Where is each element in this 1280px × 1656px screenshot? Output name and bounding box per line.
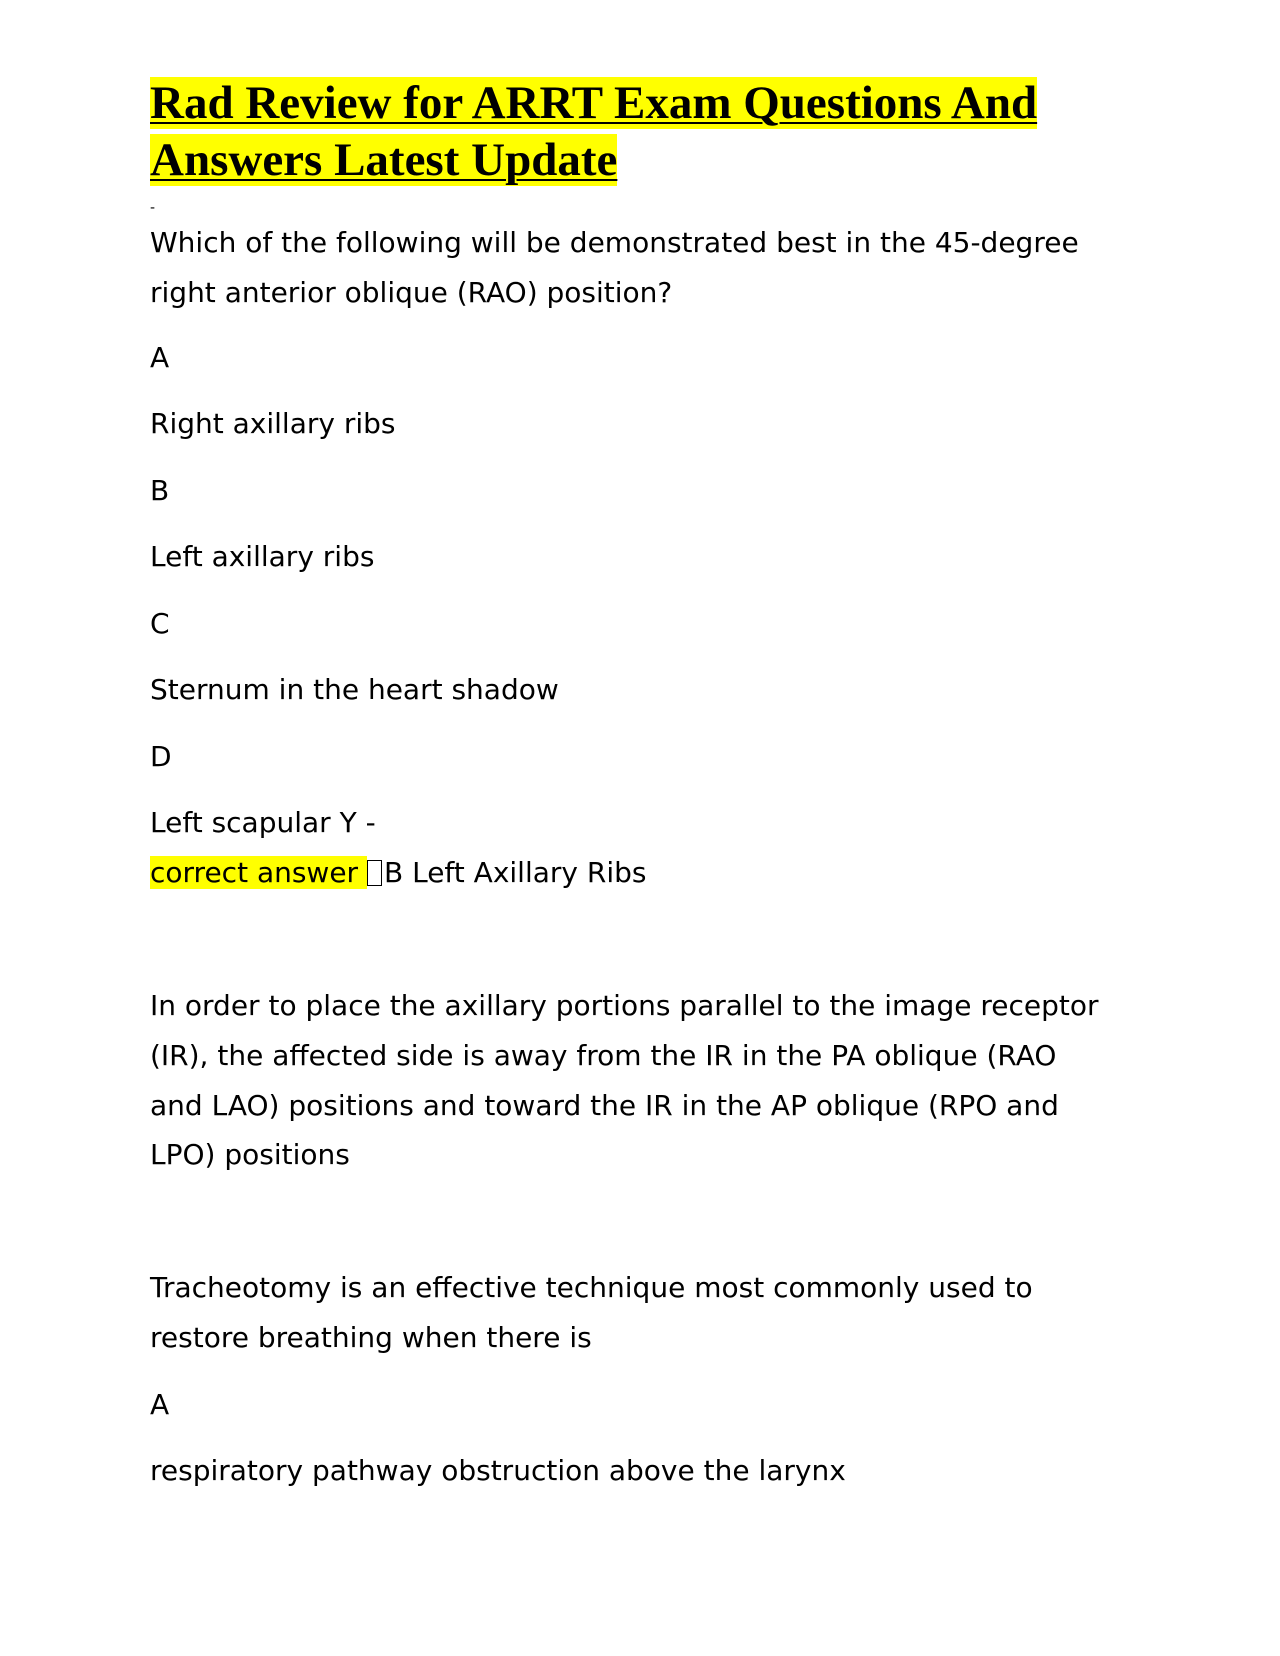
q2-option-a-text: respiratory pathway obstruction above the larynx (150, 1454, 846, 1487)
q1-answer-line (150, 848, 646, 898)
separator-dash: - (150, 200, 156, 216)
q2-option-a-letter: A (150, 1388, 170, 1421)
missing-glyph-box-icon (367, 860, 382, 886)
correct-answer-label: correct answer (150, 856, 367, 889)
q1-explanation-line-1: In order to place the axillary portions parallel to the image receptor (150, 989, 1099, 1022)
q1-option-c-text: Sternum in the heart shadow (150, 673, 559, 706)
q1-explanation-line-2: (IR), the affected side is away from the IR in the PA oblique (RAO (150, 1039, 1057, 1072)
q1-option-b-letter: B (150, 474, 170, 507)
q1-option-d-letter: D (150, 740, 172, 773)
q1-option-d-text: Left scapular Y - (150, 806, 376, 839)
q2-question-line-2: restore breathing when there is (150, 1321, 592, 1354)
document-title (150, 75, 1150, 189)
title-line-2: Answers Latest Update (150, 134, 618, 186)
title-line-1: Rad Review for ARRT Exam Questions And (150, 77, 1038, 129)
q1-option-a-letter: A (150, 341, 170, 374)
q1-explanation-line-4: LPO) positions (150, 1138, 350, 1171)
q1-option-a-text: Right axillary ribs (150, 407, 396, 440)
q1-question-line-2: right anterior oblique (RAO) position? (150, 276, 673, 309)
correct-answer-text: B Left Axillary Ribs (383, 856, 647, 889)
q1-option-c-letter: C (150, 607, 170, 640)
q1-option-b-text: Left axillary ribs (150, 540, 375, 573)
q1-explanation-line-3: and LAO) positions and toward the IR in the AP oblique (RPO and (150, 1089, 1059, 1122)
q2-question-line-1: Tracheotomy is an effective technique most commonly used to (150, 1271, 1033, 1304)
q1-question-line-1: Which of the following will be demonstrated best in the 45-degree (150, 226, 1079, 259)
